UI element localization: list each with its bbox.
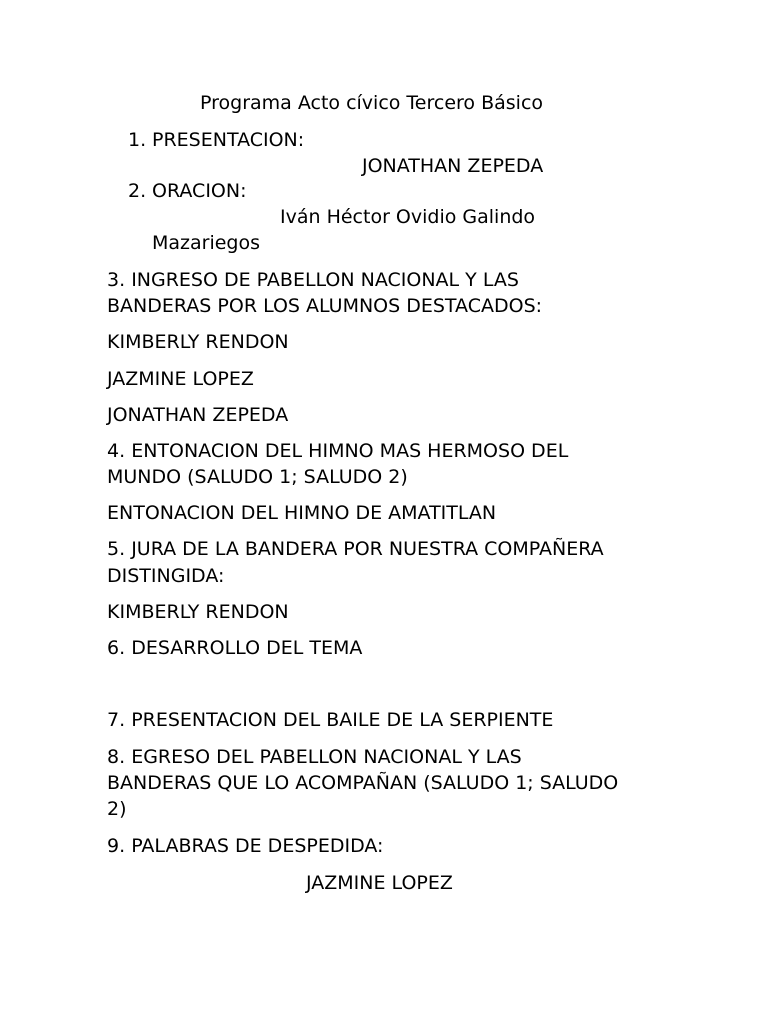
item-1-number: 1. [128, 129, 147, 151]
item-7-heading [107, 707, 553, 733]
item-6-label: DESARROLLO DEL TEMA [131, 637, 363, 659]
item-6-number: 6. [107, 637, 126, 659]
item-3-number: 3. [107, 269, 126, 291]
item-9-heading [107, 833, 383, 859]
item-2-name: Iván Héctor Ovidio Galindo [280, 206, 536, 228]
item-5-number: 5. [107, 538, 126, 560]
item-7-label: PRESENTACION DEL BAILE DE LA SERPIENTE [131, 709, 554, 731]
item-3-name-2: JAZMINE LOPEZ [107, 368, 254, 390]
item-5-label-cont: DISTINGIDA: [107, 565, 225, 587]
item-1-label: PRESENTACION: [152, 129, 305, 151]
document-title: Programa Acto cívico Tercero Básico [200, 92, 544, 114]
item-4-extra: ENTONACION DEL HIMNO DE AMATITLAN [107, 502, 497, 524]
item-9-name: JAZMINE LOPEZ [306, 872, 453, 894]
item-5-name: KIMBERLY RENDON [107, 601, 289, 623]
item-4-label: ENTONACION DEL HIMNO MAS HERMOSO DEL [131, 440, 569, 462]
item-2-label: ORACION: [152, 180, 247, 202]
item-5-label: JURA DE LA BANDERA POR NUESTRA COMPAÑERA [131, 538, 604, 560]
item-8-number: 8. [107, 746, 126, 768]
item-4-label-cont: MUNDO (SALUDO 1; SALUDO 2) [107, 466, 408, 488]
item-8-label: EGRESO DEL PABELLON NACIONAL Y LAS [131, 746, 522, 768]
item-6-heading [107, 635, 362, 661]
item-8-label-cont: BANDERAS QUE LO ACOMPAÑAN (SALUDO 1; SALUDO [107, 772, 619, 794]
item-2-name-cont: Mazariegos [152, 232, 261, 254]
item-3-name-1: KIMBERLY RENDON [107, 331, 289, 353]
item-3-heading [107, 267, 519, 293]
item-9-number: 9. [107, 835, 126, 857]
item-1-name: JONATHAN ZEPEDA [362, 155, 544, 177]
item-4-heading [107, 438, 568, 464]
item-2-number: 2. [128, 180, 147, 202]
item-3-label-cont: BANDERAS POR LOS ALUMNOS DESTACADOS: [107, 295, 543, 317]
item-3-label: INGRESO DE PABELLON NACIONAL Y LAS [131, 269, 519, 291]
item-8-heading [107, 744, 522, 770]
item-7-number: 7. [107, 709, 126, 731]
item-8-label-cont-2: 2) [107, 798, 127, 820]
item-5-heading [107, 536, 604, 562]
item-4-number: 4. [107, 440, 126, 462]
item-9-label: PALABRAS DE DESPEDIDA: [131, 835, 384, 857]
item-3-name-3: JONATHAN ZEPEDA [107, 404, 289, 426]
